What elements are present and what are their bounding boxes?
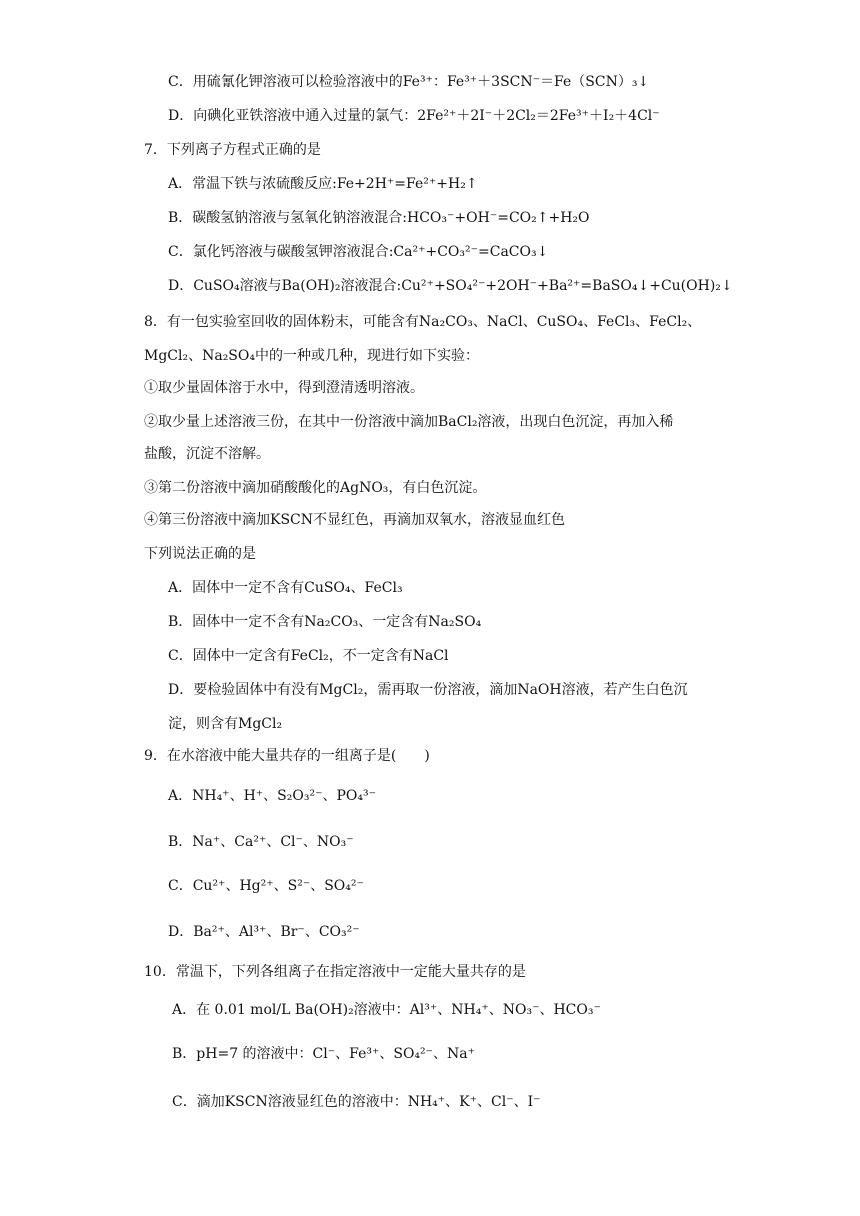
q10-stem: 10．常温下，下列各组离子在指定溶液中一定能大量共存的是 [144, 964, 526, 980]
q8-option-c: C．固体中一定含有FeCl₂，不一定含有NaCl [168, 648, 449, 664]
q9-option-d: D．Ba²⁺、Al³⁺、Br⁻、CO₃²⁻ [168, 924, 360, 940]
q8-option-b: B．固体中一定不含有Na₂CO₃、一定含有Na₂SO₄ [168, 614, 482, 630]
q8-stem-cont: MgCl₂、Na₂SO₄中的一种或几种，现进行如下实验： [144, 348, 479, 364]
q8-option-d-cont: 淀，则含有MgCl₂ [168, 716, 283, 732]
q8-option-d: D．要检验固体中有没有MgCl₂，需再取一份溶液，滴加NaOH溶液，若产生白色沉 [168, 682, 688, 698]
q6-option-d: D．向碘化亚铁溶液中通入过量的氯气：2Fe²⁺＋2I⁻＋2Cl₂＝2Fe³⁺＋I₂＋4Cl⁻ [168, 108, 660, 124]
q7-option-c: C．氯化钙溶液与碳酸氢钾溶液混合:Ca²⁺+CO₃²⁻=CaCO₃↓ [168, 244, 549, 260]
q10-option-b: B．pH=7 的溶液中：Cl⁻、Fe³⁺、SO₄²⁻、Na⁺ [172, 1046, 476, 1062]
q8-step-4: ④第三份溶液中滴加KSCN不显红色，再滴加双氧水，溶液显血红色 [144, 512, 566, 528]
q9-stem: 9．在水溶液中能大量共存的一组离子是( ) [144, 748, 430, 764]
q9-option-c: C．Cu²⁺、Hg²⁺、S²⁻、SO₄²⁻ [168, 878, 364, 894]
q7-option-b: B．碳酸氢钠溶液与氢氧化钠溶液混合:HCO₃⁻+OH⁻=CO₂↑+H₂O [168, 210, 590, 226]
q7-option-d: D．CuSO₄溶液与Ba(OH)₂溶液混合:Cu²⁺+SO₄²⁻+2OH⁻+Ba²⁺=BaSO₄↓+Cu(OH)₂↓ [168, 278, 733, 294]
q9-option-b: B．Na⁺、Ca²⁺、Cl⁻、NO₃⁻ [168, 834, 354, 850]
q9-option-a: A．NH₄⁺、H⁺、S₂O₃²⁻、PO₄³⁻ [168, 788, 376, 804]
q8-step-2-cont: 盐酸，沉淀不溶解。 [144, 446, 270, 462]
q8-step-1: ①取少量固体溶于水中，得到澄清透明溶液。 [144, 380, 424, 396]
q8-question: 下列说法正确的是 [144, 546, 256, 562]
q8-stem: 8．有一包实验室回收的固体粉末，可能含有Na₂CO₃、NaCl、CuSO₄、FeCl₃、FeCl₂、 [144, 314, 702, 330]
q10-option-c: C．滴加KSCN溶液显红色的溶液中：NH₄⁺、K⁺、Cl⁻、I⁻ [172, 1094, 541, 1110]
q6-option-c: C．用硫氰化钾溶液可以检验溶液中的Fe³⁺：Fe³⁺＋3SCN⁻＝Fe（SCN）₃↓ [168, 74, 650, 90]
q7-stem: 7．下列离子方程式正确的是 [144, 142, 321, 158]
q8-step-3: ③第二份溶液中滴加硝酸酸化的AgNO₃，有白色沉淀。 [144, 480, 487, 496]
q8-step-2: ②取少量上述溶液三份，在其中一份溶液中滴加BaCl₂溶液，出现白色沉淀，再加入稀 [144, 414, 674, 430]
q8-option-a: A．固体中一定不含有CuSO₄、FeCl₃ [168, 580, 403, 596]
q7-option-a: A．常温下铁与浓硫酸反应:Fe+2H⁺=Fe²⁺+H₂↑ [168, 176, 478, 192]
q10-option-a: A．在 0.01 mol/L Ba(OH)₂溶液中：Al³⁺、NH₄⁺、NO₃⁻、HCO₃⁻ [172, 1002, 601, 1018]
